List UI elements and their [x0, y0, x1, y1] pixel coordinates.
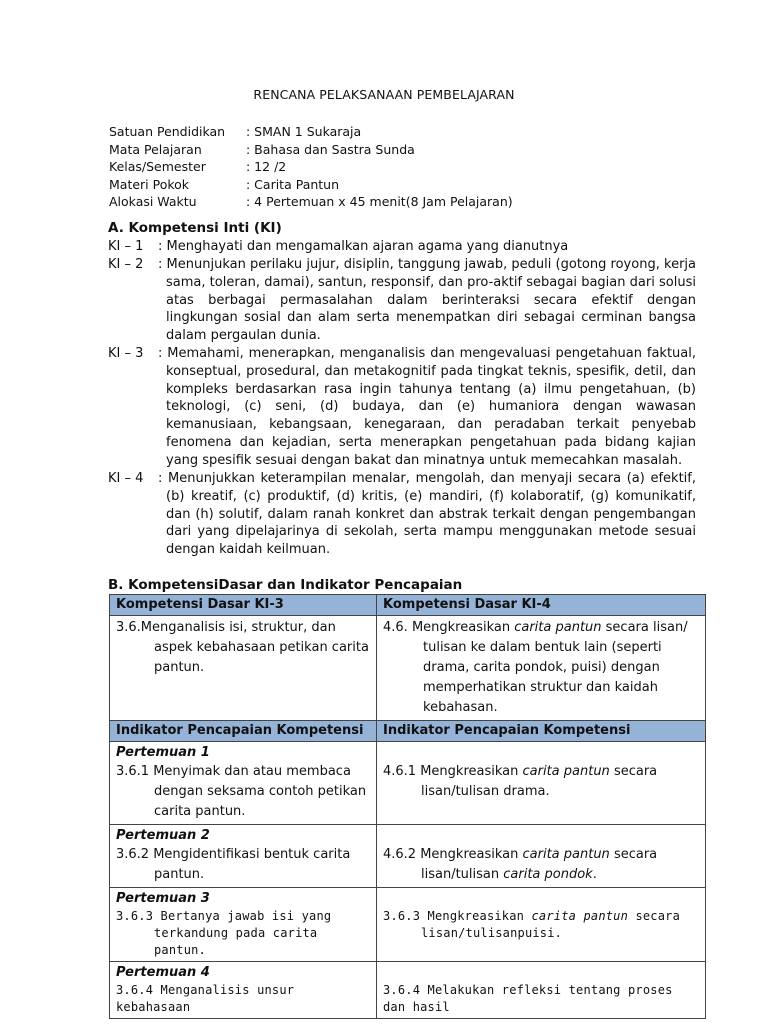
- table-row: [110, 888, 706, 962]
- ki-key: KI – 1: [108, 239, 144, 254]
- indicator-right-b: secara lisan/tulisan: [421, 847, 658, 882]
- indicator-left: 3.6.1 Menyimak dan atau membaca dengan seksama contoh petikan carita pantun.: [116, 764, 367, 819]
- meeting-cell: [377, 825, 706, 888]
- ki-text: : Memahami, menerapkan, menganalisis dan mengevaluasi pengetahuan faktual, konseptual, prosedural, dan metakognitif pada tingkat teknis, spesifik, detil, dan kompleks berdasarkan rasa ingin tahunya tentang (a) ilmu pengetahuan, (b) teknologi, (c) seni, (d) budaya, dan (e) humaniora dengan wawasan kemanusiaan, kebangsaan, kenegaraan, dan peradaban terkait penyebab fenomena dan kejadian, serta menerapkan pengetahuan pada bidang kajian yang spesifik sesuai dengan bakat dan minatnya untuk memecahkan masalah.: [158, 346, 696, 468]
- indicator-left: 3.6.4 Menganalisis unsur kebahasaan: [116, 983, 295, 1014]
- competency-table: [109, 594, 706, 1019]
- meeting-label: Pertemuan 4: [116, 965, 210, 980]
- ki-text: : Menunjukkan keterampilan menalar, mengolah, dan menyaji secara (a) efektif, (b) kreatif, (c) produktif, (d) kritis, (e) mandiri, (f) kolaboratif, (g) komunikatif, dan (h) solutif, dalam ranah konkret dan abstrak terkait dengan pengembangan dari yang dipelajarinya di sekolah, serta mampu menggunakan metode sesuai dengan kaidah keilmuan.: [158, 471, 696, 558]
- indicator-right: [383, 845, 699, 885]
- section-a-heading: A. Kompetensi Inti (KI): [108, 220, 282, 236]
- indicator-right-a: 4.6.1 Mengkreasikan: [383, 764, 523, 779]
- ki-item: [108, 470, 696, 559]
- indicator-right-a: 4.6.2 Mengkreasikan: [383, 847, 523, 862]
- indicator-right-italic-2: carita pondok: [503, 867, 593, 882]
- identity-row: [109, 193, 513, 211]
- meeting-label: Pertemuan 3: [116, 891, 210, 906]
- indicator-right-a: 3.6.3 Mengkreasikan: [383, 909, 532, 923]
- kd3-text: 3.6.Menganalisis isi, struktur, dan aspek kebahasaan petikan carita pantun.: [116, 620, 369, 675]
- identity-label: Materi Pokok: [109, 176, 190, 192]
- indicator-right: 3.6.4 Melakukan refleksi tentang proses dan hasil: [383, 983, 673, 1014]
- header-kd4: Kompetensi Dasar KI-4: [377, 595, 706, 616]
- indicator-right-italic: carita pantun: [522, 847, 610, 862]
- indicator-right-italic: carita pantun: [531, 909, 629, 923]
- identity-label: Mata Pelajaran: [109, 141, 202, 157]
- kd3-cell: [110, 616, 377, 721]
- indicator-right-b: secara lisan/tulisan drama.: [421, 764, 658, 799]
- table-header-row: [110, 595, 706, 616]
- identity-label: Alokasi Waktu: [109, 194, 197, 209]
- indicator-left: 3.6.3 Bertanya jawab isi yang terkandung pada carita pantun.: [116, 909, 332, 957]
- ki-text: : Menunjukan perilaku jujur, disiplin, tanggung jawab, peduli (gotong royong, kerja sama, toleran, damai), santun, responsif, dan pro-aktif sebagai bagian dari solusi atas berbagai permasalahan dalam berinteraksi secara efektif dengan lingkungan sosial dan alam serta menempatkan diri sebagai cerminan bangsa dalam pergaulan dunia.: [158, 257, 696, 344]
- meeting-cell: [377, 742, 706, 825]
- meeting-cell: [110, 962, 377, 1019]
- header-indicator-right: Indikator Pencapaian Kompetensi: [377, 721, 706, 742]
- identity-row: [109, 176, 513, 194]
- ki-key: KI – 4: [108, 471, 144, 486]
- table-row: [110, 616, 706, 721]
- indicator-right-c: .: [592, 867, 597, 882]
- indicator-right: [383, 762, 699, 802]
- indicator-right: [383, 908, 699, 942]
- table-row: [110, 825, 706, 888]
- identity-block: [109, 123, 513, 211]
- kd4-text-b: secara lisan/ tulisan ke dalam bentuk lain (seperti drama, carita pondok, puisi) dengan memperhatikan struktur dan kaidah kebahasan.: [423, 620, 688, 715]
- header-kd3: Kompetensi Dasar KI-3: [110, 595, 377, 616]
- meeting-cell: [110, 825, 377, 888]
- table-header-row: [110, 721, 706, 742]
- indicator-right-b: secara lisan/tulisanpuisi.: [421, 909, 681, 940]
- ki-key: KI – 2: [108, 257, 144, 272]
- meeting-cell: [110, 888, 377, 962]
- kd4-text: [383, 618, 699, 718]
- identity-row: [109, 123, 513, 141]
- identity-row: [109, 158, 513, 176]
- kd4-text-a: 4.6. Mengkreasikan: [383, 620, 515, 635]
- meeting-cell: [377, 888, 706, 962]
- indicator-left: 3.6.2 Mengidentifikasi bentuk carita pantun.: [116, 847, 351, 882]
- indicator-right-italic: carita pantun: [522, 764, 610, 779]
- ki-item: [108, 238, 696, 256]
- identity-value: : 4 Pertemuan x 45 menit(8 Jam Pelajaran): [246, 194, 513, 209]
- identity-value: : Bahasa dan Sastra Sunda: [246, 141, 415, 157]
- ki-text: : Menghayati dan mengamalkan ajaran agama yang dianutnya: [158, 239, 569, 254]
- section-b-heading: B. KompetensiDasar dan Indikator Pencapaian: [108, 577, 463, 593]
- document-title: RENCANA PELAKSANAAN PEMBELAJARAN: [253, 87, 515, 102]
- ki-key: KI – 3: [108, 346, 144, 361]
- identity-row: [109, 141, 513, 159]
- identity-value: : Carita Pantun: [246, 176, 340, 192]
- kd4-cell: [377, 616, 706, 721]
- meeting-cell: [110, 742, 377, 825]
- ki-item: [108, 256, 696, 345]
- identity-value: : SMAN 1 Sukaraja: [246, 124, 362, 139]
- identity-value: : 12 /2: [246, 159, 287, 174]
- table-row: [110, 962, 706, 1019]
- header-indicator-left: Indikator Pencapaian Kompetensi: [110, 721, 377, 742]
- meeting-label: Pertemuan 2: [116, 828, 210, 843]
- identity-label: Satuan Pendidikan: [109, 124, 226, 139]
- identity-label: Kelas/Semester: [109, 159, 206, 174]
- kd4-text-italic: carita pantun: [514, 620, 602, 635]
- table-row: [110, 742, 706, 825]
- meeting-cell: [377, 962, 706, 1019]
- ki-item: [108, 345, 696, 470]
- meeting-label: Pertemuan 1: [116, 745, 210, 760]
